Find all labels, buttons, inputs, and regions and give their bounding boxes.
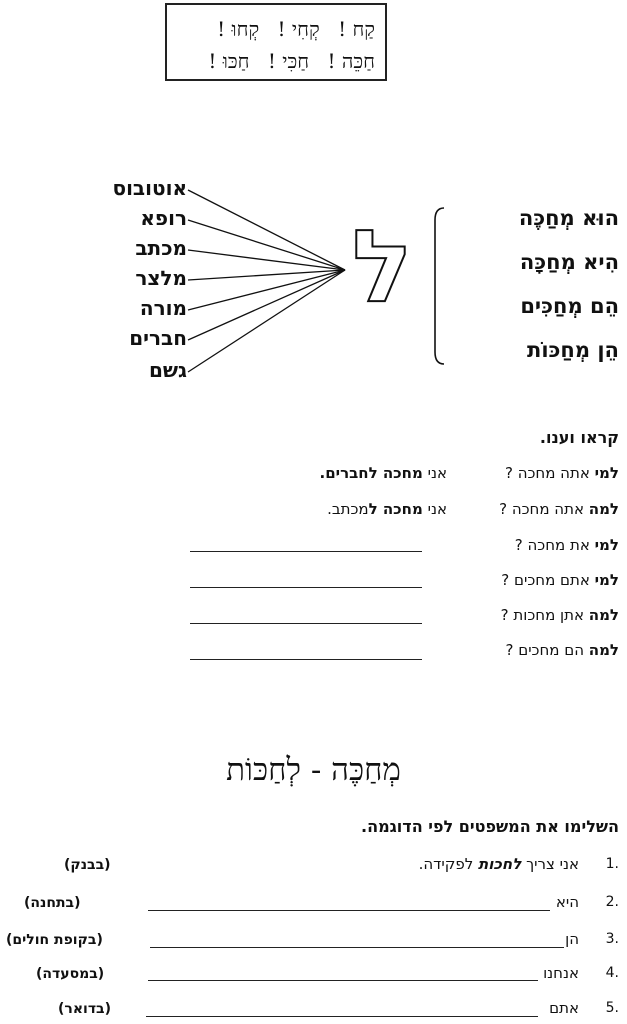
place-word: חברים [129,326,187,350]
imperative-word: חַכּוּ ! [208,49,250,73]
place-word: מורה [139,296,187,320]
qa-question [515,536,619,554]
answer-line[interactable] [150,947,564,948]
connector-lines [180,180,360,380]
exercise-number: .3 [605,931,619,947]
exercise-hint: (במסעדה) [36,966,105,982]
qa-heading: קראו וענו. [539,428,619,447]
qa-question [501,571,619,589]
answer-line[interactable] [190,623,422,624]
exercise-subject: אנחנו [543,964,579,982]
instructions: השלימו את המשפטים לפי הדוגמה. [361,817,619,836]
place-word: אוטובוס [112,176,187,200]
exercise-suffix: לפקידה. [418,855,479,873]
exercise-subject: אתם [549,999,579,1017]
imperative-word: קְחִי ! [277,17,320,41]
imperative-word: חַכִּי ! [267,49,310,73]
exercise-subject: הן [565,930,579,948]
place-word: גשם [148,358,187,382]
answer-line[interactable] [148,980,538,981]
question-rest: אתה מחכה ? [499,500,589,518]
imperatives-row-1 [205,17,375,42]
lamed-letter: ל [352,208,413,325]
question-word: למי [594,464,619,482]
exercise-number: .1 [605,856,619,872]
qa-question [501,606,619,624]
answer-line[interactable] [146,1016,538,1017]
exercise-number: .4 [605,965,619,981]
exercise-hint: (בתחנה) [24,895,81,911]
exercise-prefix: אני צריך [521,855,579,873]
answer-line[interactable] [190,659,422,660]
example-answer: לחכות [478,855,522,873]
answer-post: חברים. [319,464,369,482]
question-rest: אתה מחכה ? [504,464,595,482]
question-rest: את מחכה ? [514,536,595,554]
place-word: מכתב [135,236,187,260]
question-word: למי [594,571,619,589]
answer-line[interactable] [148,910,550,911]
exercise-hint: (בבנק) [64,857,111,873]
question-rest: אתם מחכים ? [501,571,595,589]
answer-line[interactable] [190,551,422,552]
qa-answer [327,500,447,518]
imperative-word: קְחוּ ! [217,17,260,41]
qa-answer [320,464,447,482]
question-word: למי [594,536,619,554]
answer-pre: אני [422,464,447,482]
answer-post: מכתב. [327,500,369,518]
exercise-hint: (בקופת חולים) [6,932,103,948]
exercise-sentence [419,855,579,873]
imperatives-row-2 [196,49,375,74]
imperative-word: חַכֵּה ! [327,49,375,73]
imperative-word: קַח ! [338,17,375,41]
question-rest: אתן מחכות ? [500,606,589,624]
exercise-subject: היא [555,893,579,911]
place-word: רופא [140,206,187,230]
qa-question [506,641,619,659]
pronoun-phrase: הֵן מְחַכּוֹת [526,338,619,362]
exercise-number: .5 [605,1000,619,1016]
section-title: מְחַכֶּה - לְחַכּוֹת [226,752,401,788]
bracket [432,206,448,366]
exercise-number: .2 [605,894,619,910]
answer-pre: אני [422,500,447,518]
question-rest: הם מחכים ? [505,641,589,659]
pronoun-phrase: הֵם מְחַכִּים [520,294,619,318]
question-word: למה [588,641,619,659]
answer-bold: מחכה ל [368,464,423,482]
place-word: מלצר [135,266,187,290]
exercise-hint: (בדואר) [58,1001,111,1017]
answer-bold: מחכה ל [368,500,423,518]
pronoun-phrase: הוּא מְחַכֶּה [518,206,619,230]
qa-question [505,464,619,482]
answer-line[interactable] [190,587,422,588]
question-word: למה [588,500,619,518]
question-word: למה [588,606,619,624]
pronoun-phrase: הִיא מְחַכָּה [519,250,619,274]
qa-question [499,500,619,518]
imperatives-box [165,3,387,81]
